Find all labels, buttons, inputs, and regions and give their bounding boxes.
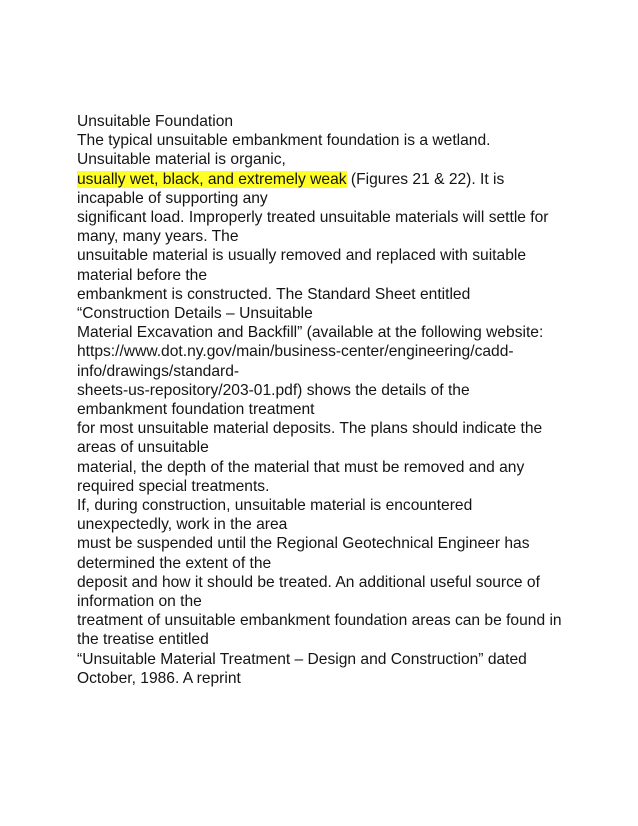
text-line: If, during construction, unsuitable material is encountered (77, 497, 473, 515)
text-line: “Construction Details – Unsuitable (77, 305, 313, 323)
text-line: information on the (77, 593, 202, 611)
text-line: material, the depth of the material that must be removed and any (77, 458, 525, 476)
text-line-highlighted (77, 170, 577, 189)
text-line: Unsuitable Foundation (77, 113, 234, 130)
text-line: “Unsuitable Material Treatment – Design and Construction” dated (77, 650, 527, 668)
text-line: deposit and how it should be treated. An additional useful source of (77, 573, 540, 591)
text-line: info/drawings/standard- (77, 362, 240, 380)
text-line: treatment of unsuitable embankment foundation areas can be found in (77, 612, 562, 630)
text-line: The typical unsuitable embankment foundation is a wetland. (77, 132, 491, 150)
text-line: many, many years. The (77, 228, 239, 246)
text-line: Unsuitable material is organic, (77, 151, 286, 169)
text-line: the treatise entitled (77, 631, 209, 649)
text-line: required special treatments. (77, 477, 270, 495)
text-line: significant load. Improperly treated unsuitable materials will settle for (77, 209, 549, 227)
text-line: material before the (77, 266, 208, 284)
text-line: must be suspended until the Regional Geotechnical Engineer has (77, 535, 530, 553)
text-line: October, 1986. A reprint (77, 669, 241, 687)
text-line: determined the extent of the (77, 554, 272, 572)
text-line-rest: (Figures 21 & 22). It is (346, 170, 505, 188)
text-line: unexpectedly, work in the area (77, 516, 288, 534)
text-line: Material Excavation and Backfill” (available at the following website: (77, 324, 544, 342)
text-line: sheets-us-repository/203-01.pdf) shows the details of the (77, 381, 470, 399)
text-line: https://www.dot.ny.gov/main/business-center/engineering/cadd- (77, 343, 514, 361)
text-line: embankment foundation treatment (77, 401, 315, 419)
text-line: incapable of supporting any (77, 189, 268, 207)
text-line: unsuitable material is usually removed and replaced with suitable (77, 247, 526, 265)
text-line: for most unsuitable material deposits. The plans should indicate the (77, 420, 543, 438)
text-line: embankment is constructed. The Standard Sheet entitled (77, 285, 471, 303)
highlighted-text: usually wet, black, and extremely weak (77, 170, 347, 188)
body-text (77, 112, 577, 688)
text-line: areas of unsuitable (77, 439, 209, 457)
